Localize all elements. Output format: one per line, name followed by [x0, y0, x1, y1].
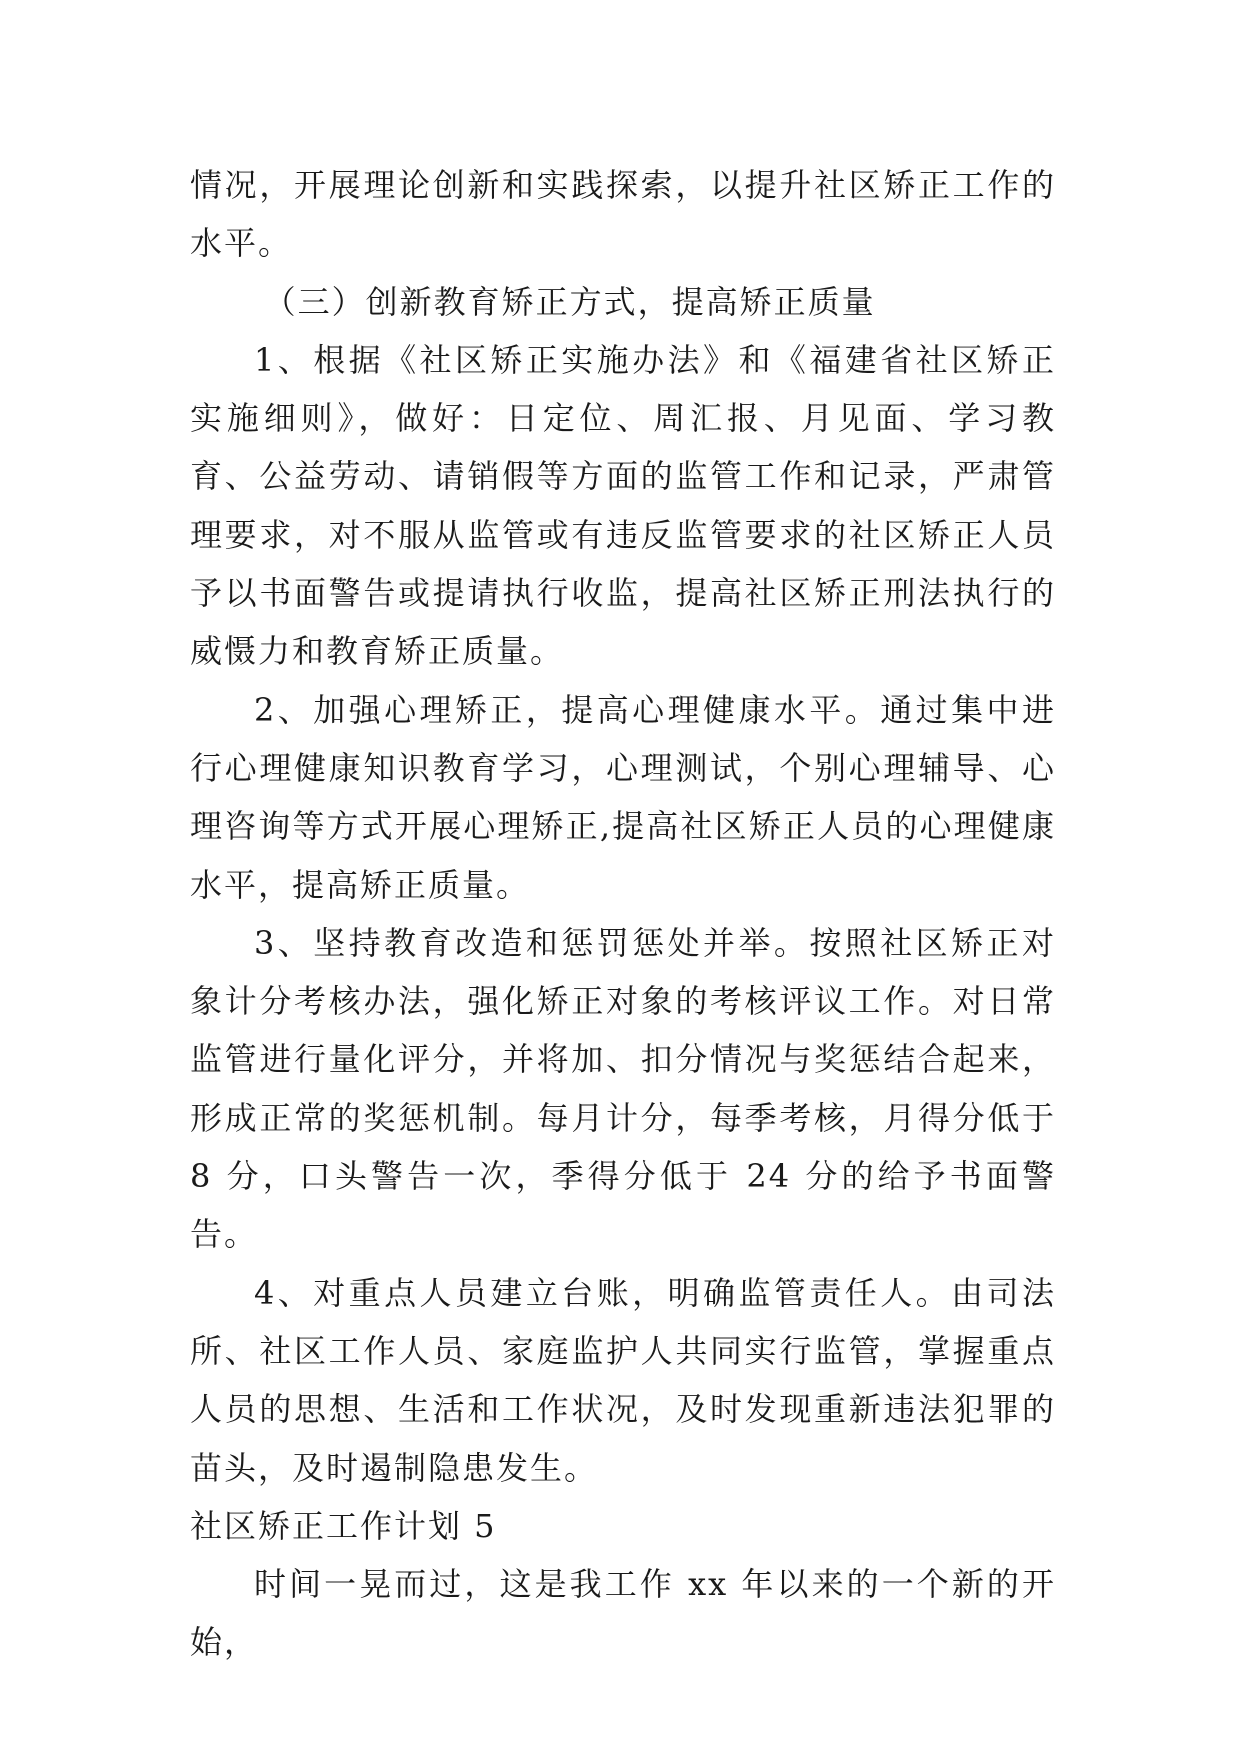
paragraph-item-2: 2、加强心理矫正，提高心理健康水平。通过集中进行心理健康知识教育学习，心理测试，个别心理辅导、心理咨询等方式开展心理矫正,提高社区矫正人员的心理健康水平，提高矫正质量。	[190, 690, 1056, 904]
paragraph-item-3: 3、坚持教育改造和惩罚惩处并举。按照社区矫正对象计分考核办法，强化矫正对象的考核评议工作。对日常监管进行量化评分，并将加、扣分情况与奖惩结合起来，形成正常的奖惩机制。每月计分，每季考核，月得分低于 8 分，口头警告一次，季得分低于 24 分的给予书面警告。	[190, 923, 1056, 1254]
document-title: 社区矫正工作计划 5	[190, 1506, 497, 1545]
section-heading: （三）创新教育矫正方式，提高矫正质量	[263, 282, 876, 321]
paragraph-continuation: 情况，开展理论创新和实践探索，以提升社区矫正工作的水平。	[190, 166, 1056, 263]
paragraph-item-1: 1、根据《社区矫正实施办法》和《福建省社区矫正实施细则》，做好：日定位、周汇报、月见面、学习教育、公益劳动、请销假等方面的监管工作和记录，严肃管理要求，对不服从监管或有违反监管要求的社区矫正人员予以书面警告或提请执行收监，提高社区矫正刑法执行的威慑力和教育矫正质量。	[190, 340, 1056, 671]
paragraph-item-4: 4、对重点人员建立台账，明确监管责任人。由司法所、社区工作人员、家庭监护人共同实行监管，掌握重点人员的思想、生活和工作状况，及时发现重新违法犯罪的苗头，及时遏制隐患发生。	[190, 1273, 1056, 1487]
document-body	[190, 156, 1056, 1672]
paragraph-intro: 时间一晃而过，这是我工作 xx 年以来的一个新的开始，	[190, 1565, 1056, 1662]
